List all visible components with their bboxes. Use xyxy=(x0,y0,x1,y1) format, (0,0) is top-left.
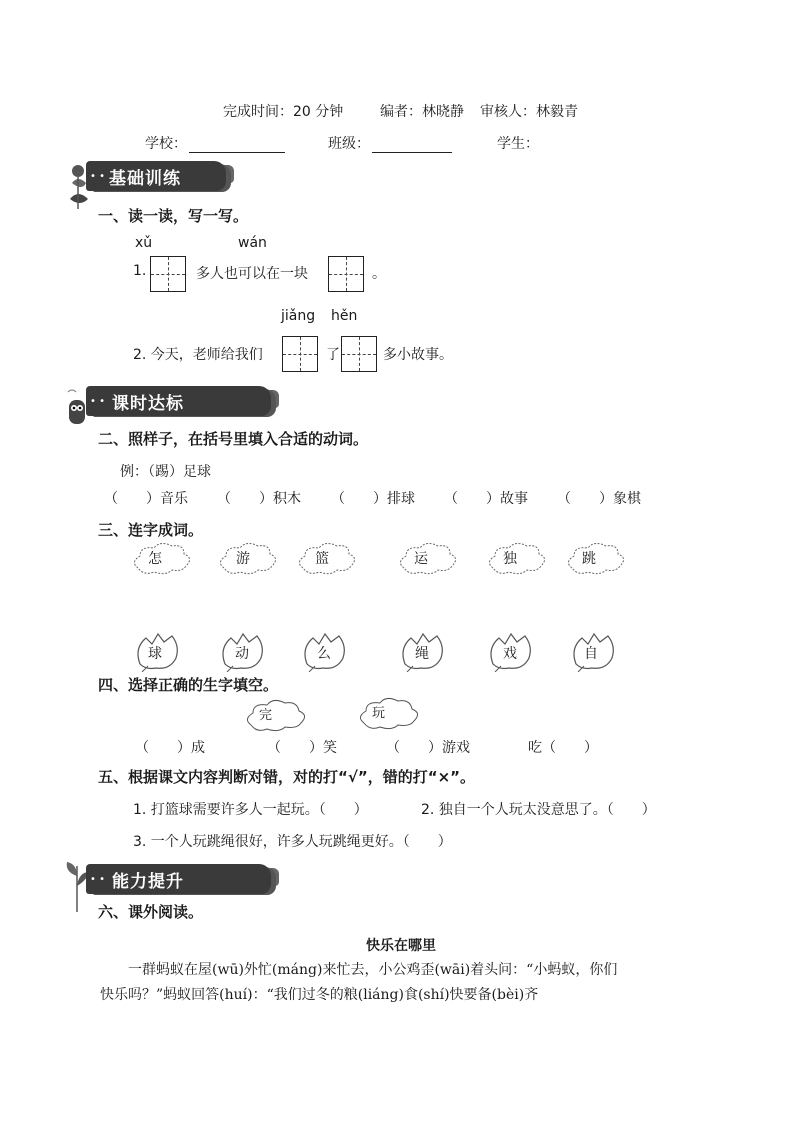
writing-grid-3[interactable] xyxy=(282,336,318,372)
line2-start: 2. 今天，老师给我们 xyxy=(133,347,263,363)
leaf-char-6[interactable]: 自 xyxy=(570,630,620,676)
writing-grid-1[interactable] xyxy=(150,256,186,292)
line1-number: 1. xyxy=(133,263,147,279)
cloud-char-5[interactable]: 独 xyxy=(485,542,549,580)
leaf-char-4[interactable]: 绳 xyxy=(399,630,449,676)
cloud-char-2[interactable]: 游 xyxy=(216,542,280,580)
blank-item-1[interactable]: （ ）音乐 xyxy=(104,491,188,507)
pinyin-jiang: jiǎng xyxy=(281,308,316,324)
line1-text: 多人也可以在一块 xyxy=(196,266,308,282)
writing-grid-4[interactable] xyxy=(341,336,377,372)
reviewer-label: 审核人：林毅青 xyxy=(480,104,578,120)
q3-title: 三、连字成词。 xyxy=(98,521,204,539)
line1-end: 。 xyxy=(372,266,386,282)
fill-item-3[interactable]: （ ）游戏 xyxy=(386,740,470,756)
q1-title: 一、读一读，写一写。 xyxy=(98,207,249,225)
school-label: 学校： xyxy=(145,136,187,152)
q2-title: 二、照样子，在括号里填入合适的动词。 xyxy=(98,430,369,448)
story-line-2: 快乐吗？”蚂蚁回答(huí)：“我们过冬的粮(liáng)食(shí)快要备(bèi)齐 xyxy=(100,987,539,1003)
pinyin-wan: wán xyxy=(238,235,267,251)
class-field[interactable] xyxy=(328,133,452,153)
time-label: 完成时间：20 分钟 xyxy=(223,104,344,120)
q6-title: 六、课外阅读。 xyxy=(98,903,204,921)
class-label: 班级： xyxy=(328,136,370,152)
q4-title: 四、选择正确的生字填空。 xyxy=(98,676,279,694)
leaf-char-3[interactable]: 么 xyxy=(301,630,351,676)
blank-item-3[interactable]: （ ）排球 xyxy=(331,491,415,507)
story-line-1: 一群蚂蚁在屋(wū)外忙(máng)来忙去，小公鸡歪(wāi)着头问：“小蚂蚁，你们 xyxy=(128,962,618,978)
blank-item-5[interactable]: （ ）象棋 xyxy=(557,491,641,507)
class-line[interactable] xyxy=(372,138,452,153)
section-banner-lesson: • • 课时达标 xyxy=(64,386,274,416)
cloud-char-3[interactable]: 篮 xyxy=(295,542,359,580)
q5-title: 五、根据课文内容判断对错，对的打“√”，错的打“×”。 xyxy=(98,768,476,786)
school-line[interactable] xyxy=(189,138,285,153)
cloud-char-4[interactable]: 运 xyxy=(396,542,460,580)
student-label: 学生： xyxy=(497,136,539,152)
pinyin-xu: xǔ xyxy=(135,235,153,251)
line2-mid: 了 xyxy=(326,347,340,363)
judge-item-2[interactable]: 2. 独自一个人玩太没意思了。（ ） xyxy=(421,802,656,818)
leaf-char-1[interactable]: 球 xyxy=(134,630,184,676)
story-title: 快乐在哪里 xyxy=(366,938,436,954)
cloud-char-6[interactable]: 跳 xyxy=(564,542,628,580)
section-title-lesson: 课时达标 xyxy=(112,394,184,414)
fill-item-4[interactable]: 吃（ ） xyxy=(528,740,598,756)
cloud-choice-2[interactable]: 玩 xyxy=(356,697,424,735)
writing-grid-2[interactable] xyxy=(328,256,364,292)
leaf-char-2[interactable]: 动 xyxy=(219,630,269,676)
q2-example: 例：（踢）足球 xyxy=(120,464,211,480)
editor-label: 编者：林晓静 xyxy=(380,104,464,120)
section-title-ability: 能力提升 xyxy=(112,872,184,892)
line2-end: 多小故事。 xyxy=(383,347,453,363)
school-field[interactable] xyxy=(145,133,285,153)
blank-item-2[interactable]: （ ）积木 xyxy=(217,491,301,507)
judge-item-1[interactable]: 1. 打篮球需要许多人一起玩。（ ） xyxy=(133,802,368,818)
section-banner-ability: • • 能力提升 xyxy=(64,864,274,894)
fill-item-1[interactable]: （ ）成 xyxy=(135,740,205,756)
fill-item-2[interactable]: （ ）笑 xyxy=(267,740,337,756)
story-paragraph xyxy=(100,958,700,1008)
cloud-char-1[interactable]: 怎 xyxy=(130,542,194,580)
judge-item-3[interactable]: 3. 一个人玩跳绳很好，许多人玩跳绳更好。（ ） xyxy=(133,834,452,850)
section-banner-basic: • • 基础训练 xyxy=(64,161,234,191)
blank-item-4[interactable]: （ ）故事 xyxy=(444,491,528,507)
leaf-char-5[interactable]: 戏 xyxy=(487,630,537,676)
section-title-basic: 基础训练 xyxy=(109,169,181,189)
pinyin-hen: hěn xyxy=(331,308,358,324)
cloud-choice-1[interactable]: 完 xyxy=(243,699,311,737)
